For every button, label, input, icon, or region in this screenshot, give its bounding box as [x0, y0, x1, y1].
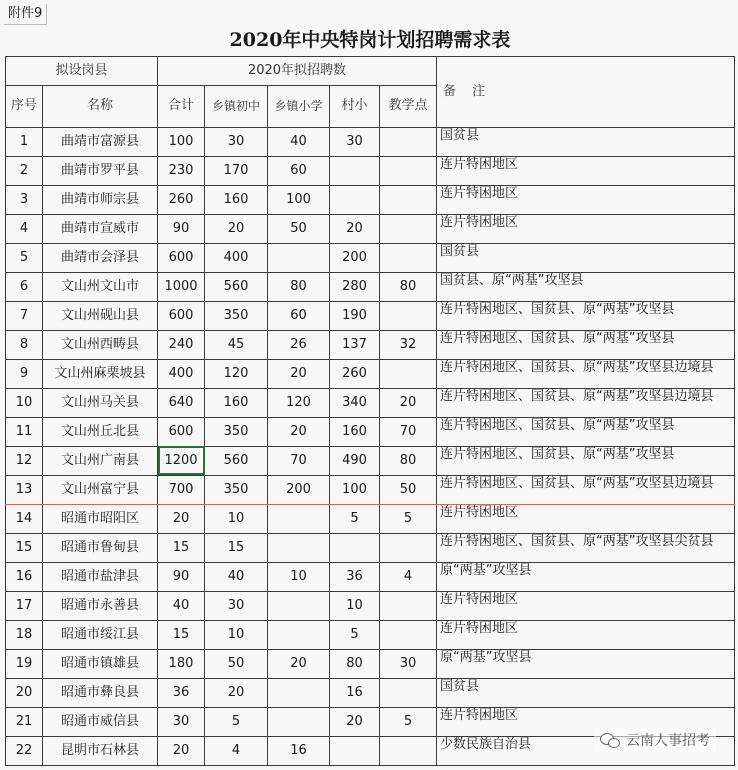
cell-village-primary[interactable]: 10	[330, 591, 380, 620]
cell-note[interactable]	[437, 562, 735, 591]
cell-seq[interactable]: 20	[6, 678, 43, 707]
cell-teaching-point[interactable]: 20	[380, 388, 437, 417]
note-text: 连片特困地区、国贫县、原“两基”攻坚县边境县	[440, 475, 714, 491]
note-text: 连片特困地区、国贫县、原“两基”攻坚县边境县	[440, 388, 714, 404]
cell-town-junior[interactable]: 10	[205, 620, 268, 649]
table-row	[6, 243, 735, 272]
note-text: 连片特困地区、国贫县、原“两基”攻坚县	[440, 330, 675, 346]
table-body	[6, 127, 735, 765]
cell-seq[interactable]: 4	[6, 214, 43, 243]
cell-total[interactable]: 100	[158, 127, 205, 156]
cell-total[interactable]: 90	[158, 214, 205, 243]
cell-total[interactable]: 700	[158, 475, 205, 504]
cell-town-primary[interactable]: 100	[268, 185, 330, 214]
cell-name[interactable]: 昭通市昭阳区	[43, 504, 158, 533]
cell-note[interactable]	[437, 649, 735, 678]
table-title: 2020年中央特岗计划招聘需求表	[6, 26, 735, 56]
cell-note[interactable]	[437, 417, 735, 446]
cell-village-primary[interactable]: 5	[330, 620, 380, 649]
cell-total[interactable]: 15	[158, 533, 205, 562]
cell-town-junior[interactable]: 160	[205, 185, 268, 214]
table-row	[6, 272, 735, 301]
note-text: 连片特困地区、国贫县、原“两基”攻坚县边境县	[440, 359, 714, 375]
note-text: 国贫县	[440, 243, 480, 259]
table-row	[6, 678, 735, 707]
cell-name[interactable]: 昭通市鲁甸县	[43, 533, 158, 562]
cell-note[interactable]	[437, 591, 735, 620]
cell-seq[interactable]: 21	[6, 707, 43, 736]
cell-note[interactable]	[437, 156, 735, 185]
cell-teaching-point[interactable]	[380, 591, 437, 620]
note-text: 国贫县	[440, 127, 480, 143]
cell-town-junior[interactable]: 45	[205, 330, 268, 359]
cell-name[interactable]: 曲靖市师宗县	[43, 185, 158, 214]
note-text: 连片特困地区、国贫县、原“两基”攻坚县尖贫县	[440, 533, 714, 549]
note-text: 国贫县	[440, 678, 480, 694]
cell-note[interactable]	[437, 504, 735, 533]
note-text: 连片特困地区	[440, 156, 519, 172]
cell-town-junior[interactable]: 20	[205, 678, 268, 707]
cell-total[interactable]: 600	[158, 417, 205, 446]
header-town-primary: 乡镇小学	[268, 85, 330, 127]
header-name: 名称	[43, 85, 158, 127]
cell-town-primary[interactable]: 10	[268, 562, 330, 591]
cell-village-primary[interactable]	[330, 156, 380, 185]
cell-town-junior[interactable]: 40	[205, 562, 268, 591]
cell-teaching-point[interactable]	[380, 127, 437, 156]
cell-seq[interactable]: 16	[6, 562, 43, 591]
cell-town-junior[interactable]: 400	[205, 243, 268, 272]
note-text: 连片特困地区、国贫县、原“两基”攻坚县	[440, 417, 675, 433]
cell-town-junior[interactable]: 560	[205, 446, 268, 475]
table-row	[6, 533, 735, 562]
header-recruit-group: 2020年拟招聘数	[158, 56, 437, 85]
cell-village-primary[interactable]: 490	[330, 446, 380, 475]
cell-seq[interactable]: 11	[6, 417, 43, 446]
cell-note[interactable]	[437, 620, 735, 649]
note-text: 连片特困地区、国贫县、原“两基”攻坚县	[440, 446, 675, 462]
cell-total[interactable]: 40	[158, 591, 205, 620]
cell-seq[interactable]: 19	[6, 649, 43, 678]
cell-seq[interactable]: 5	[6, 243, 43, 272]
cell-town-primary[interactable]	[268, 243, 330, 272]
cell-seq[interactable]: 3	[6, 185, 43, 214]
cell-village-primary[interactable]: 30	[330, 127, 380, 156]
cell-village-primary[interactable]: 20	[330, 707, 380, 736]
cell-town-junior[interactable]: 560	[205, 272, 268, 301]
cell-seq[interactable]: 7	[6, 301, 43, 330]
cell-village-primary[interactable]: 36	[330, 562, 380, 591]
cell-total[interactable]: 600	[158, 301, 205, 330]
cell-village-primary[interactable]: 100	[330, 475, 380, 504]
cell-town-junior[interactable]: 350	[205, 417, 268, 446]
cell-town-primary[interactable]: 80	[268, 272, 330, 301]
cell-seq[interactable]: 12	[6, 446, 43, 475]
cell-name[interactable]: 昭通市彝良县	[43, 678, 158, 707]
cell-name[interactable]: 昭通市镇雄县	[43, 649, 158, 678]
cell-note[interactable]	[437, 301, 735, 330]
cell-name[interactable]: 曲靖市富源县	[43, 127, 158, 156]
cell-total[interactable]: 30	[158, 707, 205, 736]
cell-village-primary[interactable]: 16	[330, 678, 380, 707]
cell-total[interactable]: 400	[158, 359, 205, 388]
note-text: 连片特困地区	[440, 591, 519, 607]
note-text: 连片特困地区	[440, 707, 519, 723]
header-total: 合计	[158, 85, 205, 127]
cell-teaching-point[interactable]: 4	[380, 562, 437, 591]
note-text: 少数民族自治县	[440, 736, 532, 752]
table-row	[6, 591, 735, 620]
table-row	[6, 649, 735, 678]
cell-seq[interactable]: 8	[6, 330, 43, 359]
cell-teaching-point[interactable]	[380, 736, 437, 765]
cell-town-junior[interactable]: 20	[205, 214, 268, 243]
cell-name[interactable]: 昭通市绥江县	[43, 620, 158, 649]
cell-town-primary[interactable]	[268, 504, 330, 533]
cell-town-junior[interactable]: 160	[205, 388, 268, 417]
cell-town-primary[interactable]: 60	[268, 301, 330, 330]
cell-note[interactable]	[437, 272, 735, 301]
cell-village-primary[interactable]	[330, 736, 380, 765]
cell-name[interactable]: 文山州砚山县	[43, 301, 158, 330]
cell-note[interactable]	[437, 214, 735, 243]
cell-total[interactable]: 20	[158, 504, 205, 533]
cell-name[interactable]: 文山州富宁县	[43, 475, 158, 504]
cell-town-junior[interactable]: 4	[205, 736, 268, 765]
cell-town-primary[interactable]: 40	[268, 127, 330, 156]
cell-town-junior[interactable]: 170	[205, 156, 268, 185]
cell-teaching-point[interactable]	[380, 620, 437, 649]
note-text: 连片特困地区	[440, 620, 519, 636]
note-text: 原“两基”攻坚县	[440, 562, 532, 578]
table-row	[6, 562, 735, 591]
cell-town-primary[interactable]: 70	[268, 446, 330, 475]
cell-note[interactable]	[437, 533, 735, 562]
cell-note[interactable]	[437, 185, 735, 214]
cell-total[interactable]: 600	[158, 243, 205, 272]
cell-teaching-point[interactable]: 5	[380, 707, 437, 736]
watermark	[594, 728, 716, 752]
table-row	[6, 417, 735, 446]
cell-town-junior[interactable]: 120	[205, 359, 268, 388]
cell-town-primary[interactable]	[268, 707, 330, 736]
cell-name[interactable]: 昭通市盐津县	[43, 562, 158, 591]
cell-total[interactable]: 36	[158, 678, 205, 707]
cell-total[interactable]: 240	[158, 330, 205, 359]
cell-town-junior[interactable]: 10	[205, 504, 268, 533]
cell-name[interactable]: 昆明市石林县	[43, 736, 158, 765]
cell-name[interactable]: 昭通市威信县	[43, 707, 158, 736]
note-text: 国贫县、原“两基”攻坚县	[440, 272, 584, 288]
cell-town-primary[interactable]: 50	[268, 214, 330, 243]
table-row	[6, 504, 735, 533]
cell-village-primary[interactable]: 160	[330, 417, 380, 446]
cell-teaching-point[interactable]	[380, 214, 437, 243]
header-county-group: 拟设岗县	[6, 56, 158, 85]
cell-note[interactable]	[437, 330, 735, 359]
cell-teaching-point[interactable]	[380, 156, 437, 185]
cell-total[interactable]: 15	[158, 620, 205, 649]
cell-seq[interactable]: 17	[6, 591, 43, 620]
cell-town-primary[interactable]: 20	[268, 359, 330, 388]
cell-note[interactable]	[437, 446, 735, 475]
cell-teaching-point[interactable]: 30	[380, 649, 437, 678]
cell-seq[interactable]: 6	[6, 272, 43, 301]
watermark-text: 云南人事招考	[626, 733, 710, 749]
cell-town-primary[interactable]: 120	[268, 388, 330, 417]
cell-teaching-point[interactable]: 5	[380, 504, 437, 533]
cell-town-primary[interactable]: 16	[268, 736, 330, 765]
header-teaching-point: 教学点	[380, 85, 437, 127]
cell-teaching-point[interactable]	[380, 301, 437, 330]
cell-village-primary[interactable]: 80	[330, 649, 380, 678]
header-village-primary: 村小	[330, 85, 380, 127]
cell-town-junior[interactable]: 50	[205, 649, 268, 678]
cell-village-primary[interactable]: 190	[330, 301, 380, 330]
cell-name[interactable]: 昭通市永善县	[43, 591, 158, 620]
cell-town-primary[interactable]	[268, 620, 330, 649]
cell-teaching-point[interactable]	[380, 533, 437, 562]
note-text: 连片特困地区	[440, 214, 519, 230]
cell-name[interactable]: 曲靖市宣威市	[43, 214, 158, 243]
cell-total[interactable]: 260	[158, 185, 205, 214]
cell-town-primary[interactable]: 200	[268, 475, 330, 504]
cell-town-junior[interactable]: 15	[205, 533, 268, 562]
cell-total[interactable]: 640	[158, 388, 205, 417]
table-row	[6, 475, 735, 504]
cell-seq[interactable]: 15	[6, 533, 43, 562]
header-town-junior: 乡镇初中	[205, 85, 268, 127]
cell-teaching-point[interactable]	[380, 243, 437, 272]
cell-total[interactable]: 1000	[158, 272, 205, 301]
note-text: 连片特困地区	[440, 185, 519, 201]
cell-teaching-point[interactable]: 32	[380, 330, 437, 359]
cell-village-primary[interactable]	[330, 185, 380, 214]
table-row	[6, 127, 735, 156]
cell-village-primary[interactable]: 137	[330, 330, 380, 359]
table-row	[6, 446, 735, 475]
cell-village-primary[interactable]: 5	[330, 504, 380, 533]
cell-village-primary[interactable]: 280	[330, 272, 380, 301]
cell-seq[interactable]: 10	[6, 388, 43, 417]
cell-total[interactable]: 1200	[158, 446, 205, 475]
cell-teaching-point[interactable]: 80	[380, 272, 437, 301]
cell-note[interactable]	[437, 388, 735, 417]
cell-town-primary[interactable]: 20	[268, 649, 330, 678]
cell-town-junior[interactable]: 350	[205, 301, 268, 330]
cell-seq[interactable]: 18	[6, 620, 43, 649]
wechat-icon	[600, 732, 620, 748]
cell-note[interactable]	[437, 678, 735, 707]
cell-teaching-point[interactable]: 70	[380, 417, 437, 446]
cell-town-primary[interactable]	[268, 678, 330, 707]
cell-total[interactable]: 90	[158, 562, 205, 591]
table-row	[6, 185, 735, 214]
cell-seq[interactable]: 22	[6, 736, 43, 765]
cell-teaching-point[interactable]	[380, 185, 437, 214]
table-row	[6, 620, 735, 649]
cell-teaching-point[interactable]: 50	[380, 475, 437, 504]
cell-village-primary[interactable]	[330, 533, 380, 562]
cell-name[interactable]: 文山州西畴县	[43, 330, 158, 359]
recruitment-table	[5, 26, 735, 766]
header-seq: 序号	[6, 85, 43, 127]
cell-name[interactable]: 文山州广南县	[43, 446, 158, 475]
cell-name[interactable]: 文山州丘北县	[43, 417, 158, 446]
cell-seq[interactable]: 1	[6, 127, 43, 156]
cell-teaching-point[interactable]	[380, 678, 437, 707]
table-row	[6, 359, 735, 388]
cell-village-primary[interactable]: 340	[330, 388, 380, 417]
cell-seq[interactable]: 2	[6, 156, 43, 185]
cell-town-primary[interactable]	[268, 533, 330, 562]
table-row	[6, 388, 735, 417]
cell-town-primary[interactable]	[268, 591, 330, 620]
attachment-label: 附件9	[4, 4, 47, 25]
cell-teaching-point[interactable]	[380, 359, 437, 388]
cell-name[interactable]: 文山州马关县	[43, 388, 158, 417]
cell-town-junior[interactable]: 350	[205, 475, 268, 504]
cell-seq[interactable]: 9	[6, 359, 43, 388]
note-text: 连片特困地区、国贫县、原“两基”攻坚县	[440, 301, 675, 317]
cell-note[interactable]	[437, 475, 735, 504]
table-row	[6, 301, 735, 330]
note-text: 连片特困地区	[440, 504, 519, 520]
cell-village-primary[interactable]: 200	[330, 243, 380, 272]
cell-total[interactable]: 230	[158, 156, 205, 185]
table-row	[6, 156, 735, 185]
cell-village-primary[interactable]: 20	[330, 214, 380, 243]
cell-town-junior[interactable]: 30	[205, 591, 268, 620]
cell-village-primary[interactable]: 260	[330, 359, 380, 388]
cell-name[interactable]: 文山州麻栗坡县	[43, 359, 158, 388]
cell-name[interactable]: 曲靖市会泽县	[43, 243, 158, 272]
cell-note[interactable]	[437, 127, 735, 156]
note-text: 原“两基”攻坚县	[440, 649, 532, 665]
cell-note[interactable]	[437, 359, 735, 388]
cell-town-primary[interactable]: 26	[268, 330, 330, 359]
table-row	[6, 214, 735, 243]
cell-name[interactable]: 文山州文山市	[43, 272, 158, 301]
cell-teaching-point[interactable]: 80	[380, 446, 437, 475]
cell-seq[interactable]: 13	[6, 475, 43, 504]
cell-town-primary[interactable]: 20	[268, 417, 330, 446]
cell-total[interactable]: 20	[158, 736, 205, 765]
cell-town-junior[interactable]: 5	[205, 707, 268, 736]
cell-seq[interactable]: 14	[6, 504, 43, 533]
table-row	[6, 330, 735, 359]
cell-name[interactable]: 曲靖市罗平县	[43, 156, 158, 185]
header-note: 备 注	[437, 56, 735, 127]
cell-note[interactable]	[437, 243, 735, 272]
cell-town-junior[interactable]: 30	[205, 127, 268, 156]
cell-town-primary[interactable]: 60	[268, 156, 330, 185]
cell-total[interactable]: 180	[158, 649, 205, 678]
